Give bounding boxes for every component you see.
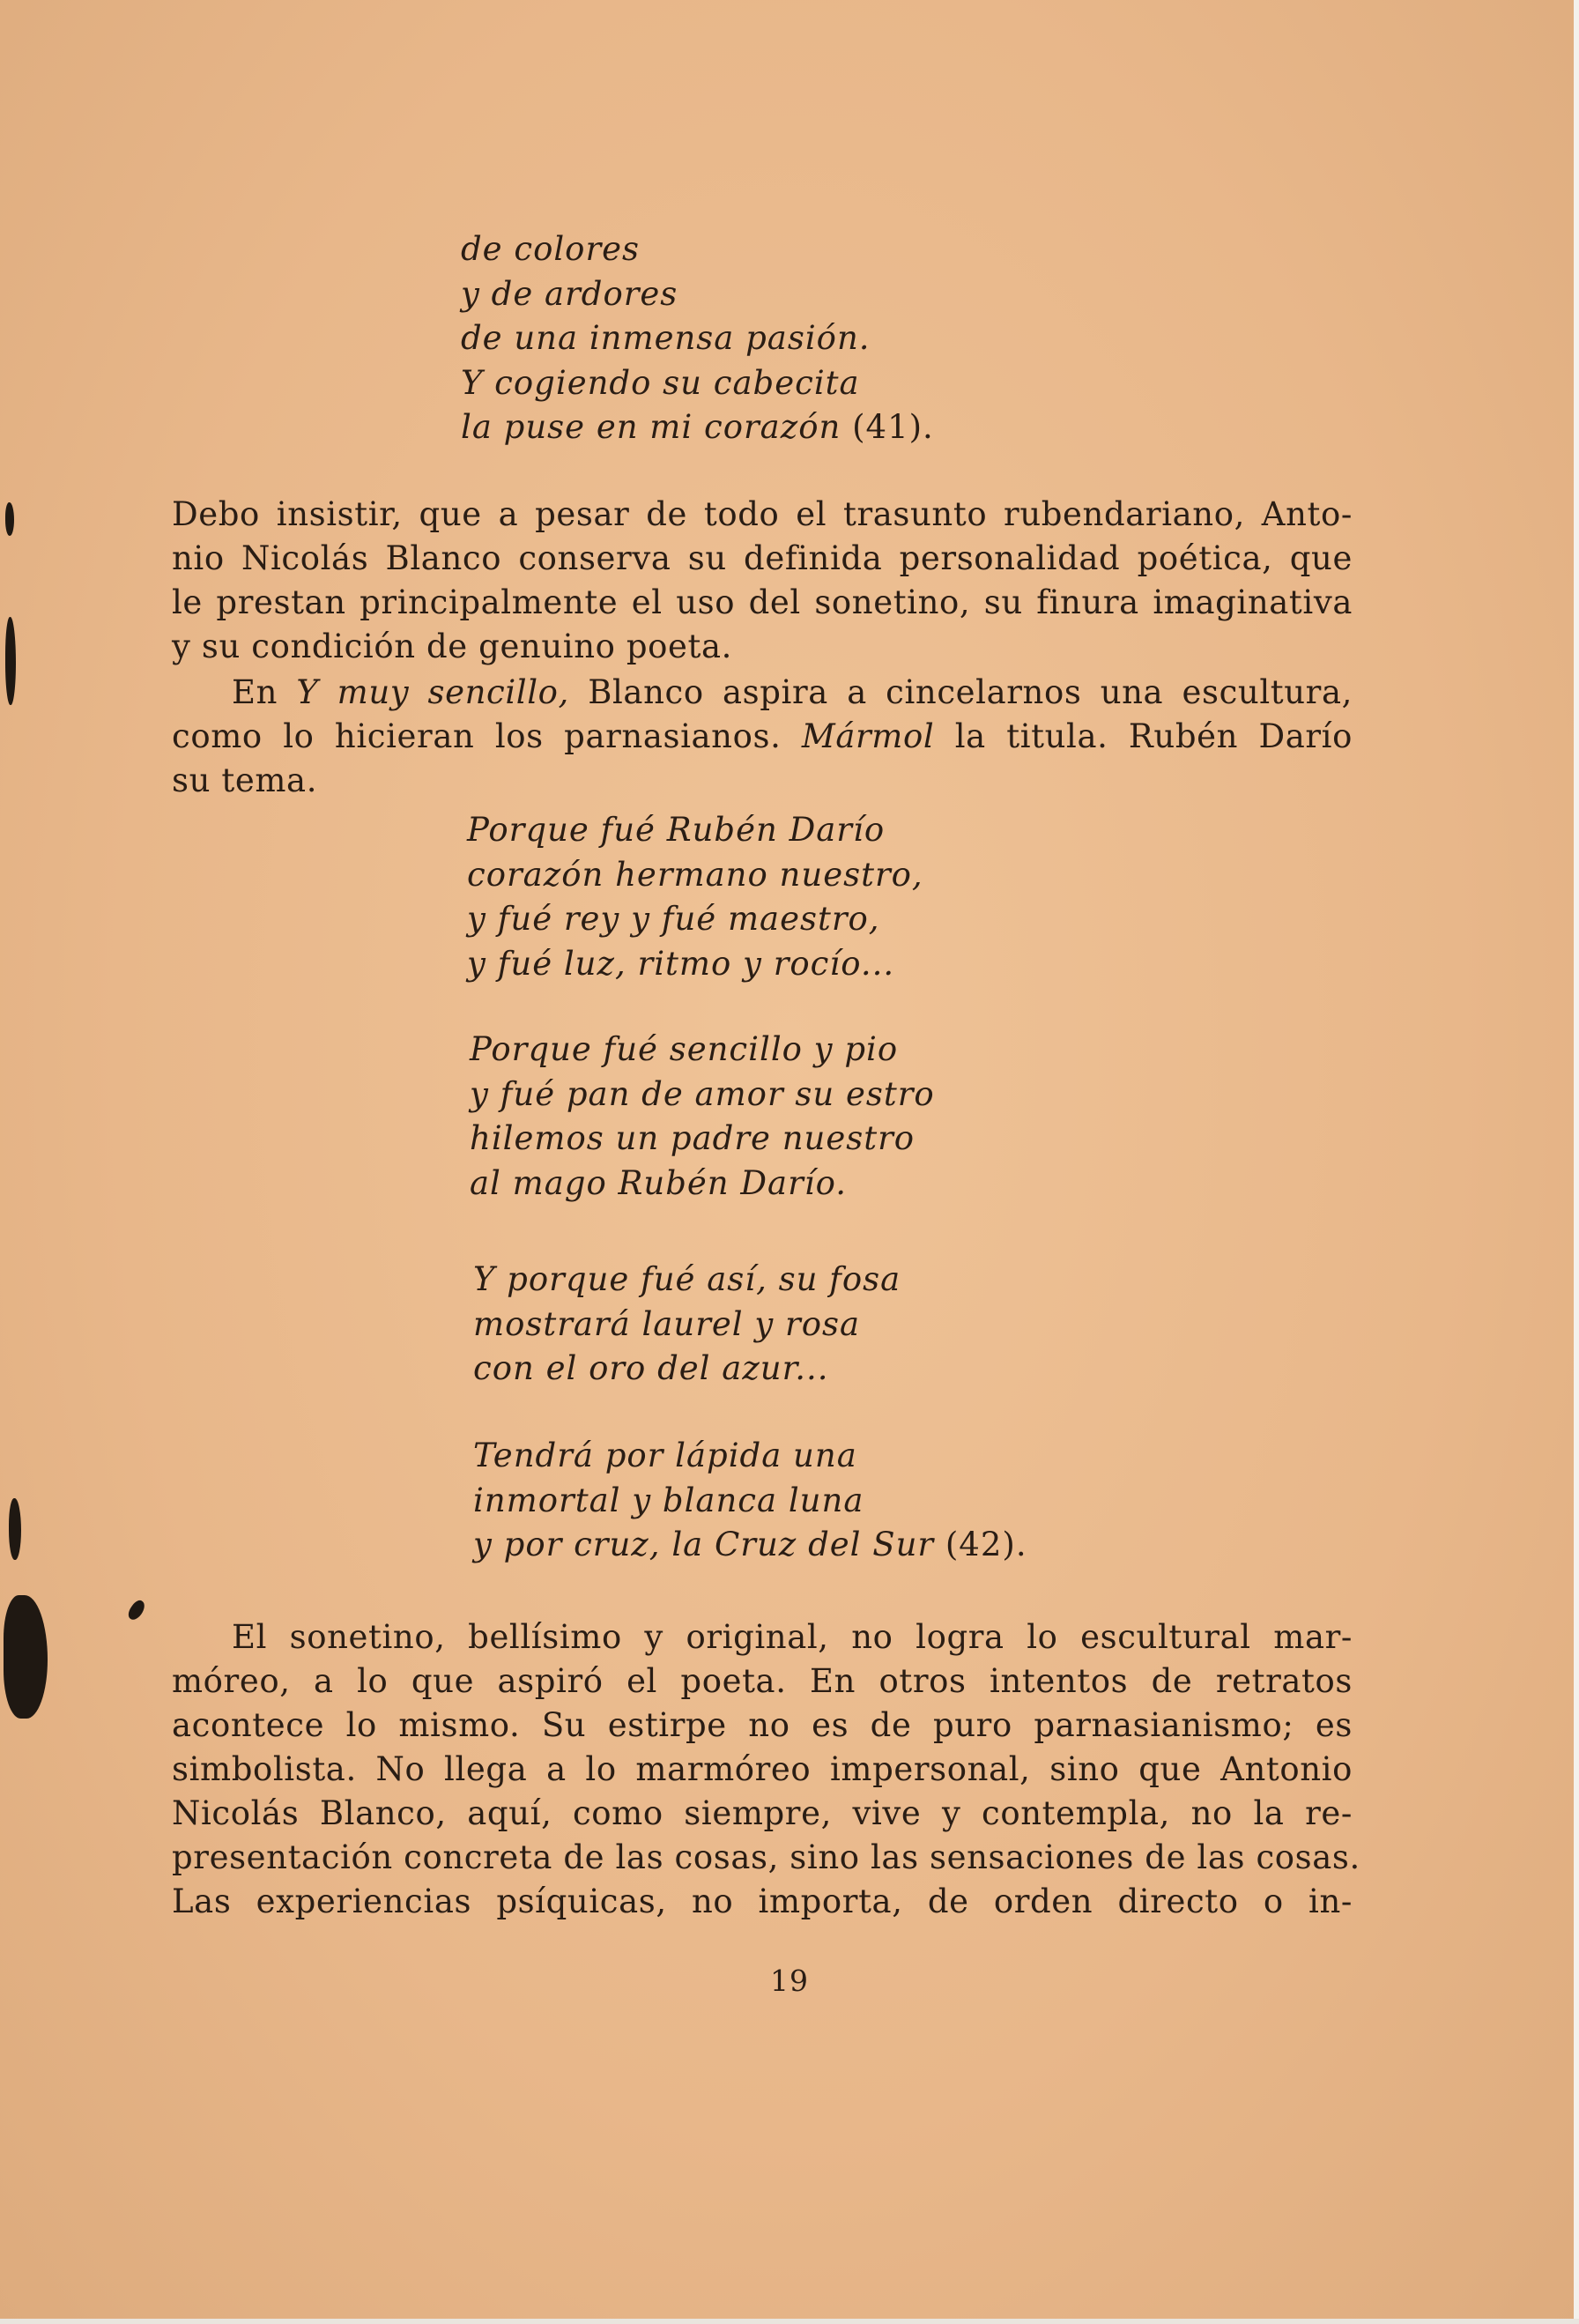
paragraph (172, 1615, 1360, 1924)
text-line: le prestan principalmente el uso del sonetino, su finura imaginativa (172, 583, 1353, 621)
verse-line: Tendrá por lápida una (473, 1437, 857, 1474)
text-line: como lo hicieran los parnasianos. Mármol la titula. Rubén Darío (172, 717, 1353, 755)
poem-stanza (473, 1258, 901, 1392)
verse-line: y por cruz, la Cruz del Sur (42). (473, 1526, 1027, 1563)
poem-stanza (473, 1434, 1027, 1568)
work-title: Mármol (801, 717, 935, 755)
verse-line: de una inmensa pasión. (461, 319, 871, 357)
paragraph (172, 493, 1353, 669)
poem-stanza (467, 808, 923, 986)
text-line: y su condición de genuino poeta. (172, 627, 733, 665)
verse-line: con el oro del azur... (473, 1349, 829, 1387)
verse-line: y fué luz, ritmo y rocío... (467, 944, 895, 983)
ink-stain (4, 1595, 48, 1719)
text-line: presentación concreta de las cosas, sino las sensaciones de las cosas. (172, 1838, 1360, 1876)
verse-line: y de ardores (461, 274, 678, 313)
verse-line: inmortal y blanca luna (473, 1481, 864, 1519)
text-line: Las experiencias psíquicas, no importa, de orden directo o in- (172, 1882, 1353, 1920)
citation: (41). (852, 408, 934, 446)
text-line: El sonetino, bellísimo y original, no logra lo escultural mar- (232, 1618, 1353, 1656)
work-title: Y muy sencillo, (296, 673, 569, 711)
text-line: En Y muy sencillo, Blanco aspira a cincelarnos una escultura, (232, 673, 1353, 711)
ink-stain (5, 617, 16, 705)
text-line: simbolista. No llega a lo marmóreo impersonal, sino que Antonio (172, 1750, 1353, 1788)
verse-line: corazón hermano nuestro, (467, 855, 923, 894)
verse-line: Y porque fué así, su fosa (473, 1260, 901, 1298)
poem-fragment (461, 227, 934, 450)
text-line: Nicolás Blanco, aquí, como siempre, vive y contempla, no la re- (172, 1794, 1353, 1832)
paragraph (172, 671, 1353, 803)
verse-line: mostrará laurel y rosa (473, 1304, 861, 1343)
verse-line: Y cogiendo su cabecita (461, 363, 860, 402)
verse-line: y fué rey y fué maestro, (467, 900, 880, 938)
text-line: su tema. (172, 761, 318, 799)
verse-line: de colores (461, 230, 641, 268)
text-line: nio Nicolás Blanco conserva su definida personalidad poética, que (172, 539, 1353, 577)
text-line: Debo insistir, que a pesar de todo el trasunto rubendariano, Anto- (172, 495, 1353, 533)
ink-stain (5, 502, 14, 536)
verse-line: la puse en mi corazón (41). (461, 408, 934, 446)
text-line: acontece lo mismo. Su estirpe no es de puro parnasianismo; es (172, 1706, 1353, 1744)
ink-stain (9, 1498, 21, 1560)
verse-line: hilemos un padre nuestro (470, 1119, 916, 1157)
page-number: 19 (770, 1964, 809, 1998)
poem-stanza (470, 1028, 935, 1206)
verse-line: Porque fué Rubén Darío (467, 811, 886, 849)
verse-line: al mago Rubén Darío. (470, 1163, 848, 1202)
page-edge-bottom (0, 2319, 1579, 2324)
verse-line: y fué pan de amor su estro (470, 1074, 935, 1113)
text-line: móreo, a lo que aspiró el poeta. En otros intentos de retratos (172, 1662, 1353, 1700)
citation: (42). (945, 1526, 1027, 1563)
verse-line: Porque fué sencillo y pio (470, 1030, 899, 1068)
